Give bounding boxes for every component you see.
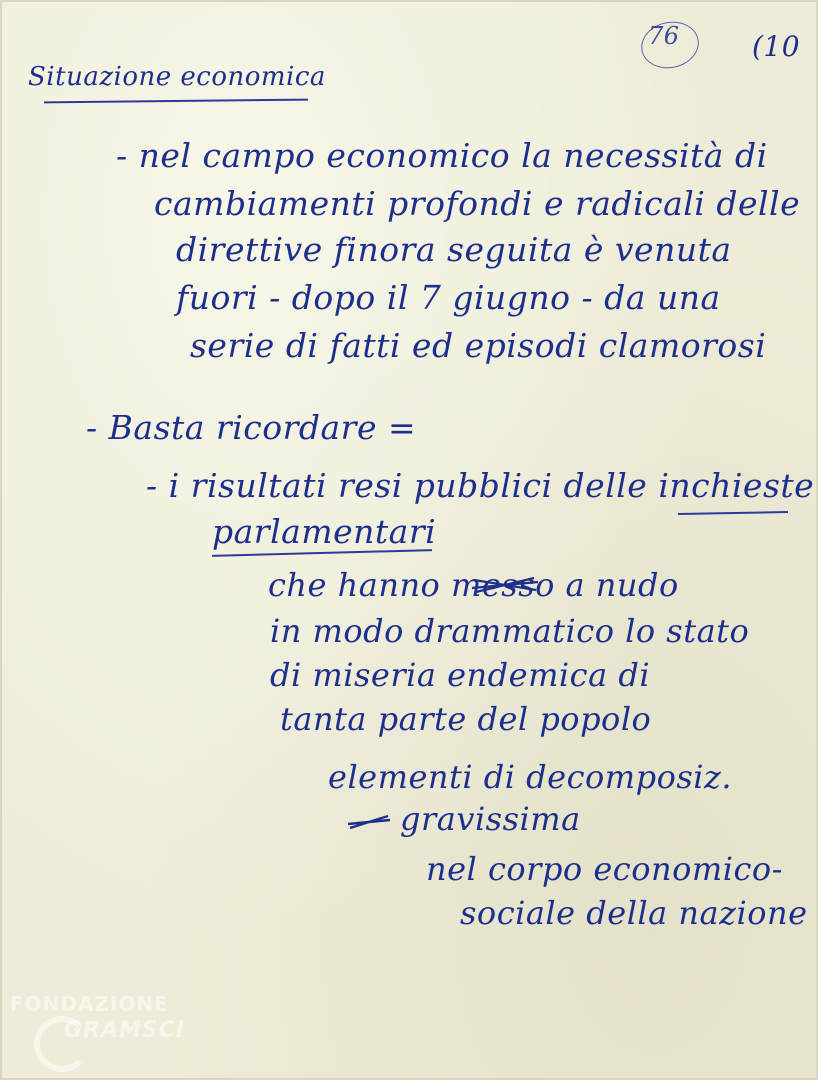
element-line-3: nel corpo economico-	[426, 850, 783, 888]
struck-out-word	[470, 574, 540, 596]
sub-line-3: di miseria endemica di	[270, 656, 651, 694]
paragraph-2: - Basta ricordare =	[86, 408, 417, 447]
struck-out-mark	[346, 812, 392, 832]
element-line-2: gravissima	[400, 800, 581, 838]
watermark-line-2: GRAMSCI	[64, 1018, 186, 1043]
item-1-line-1: - i risultati resi pubblici delle inchieste	[146, 466, 815, 505]
paragraph-1-line-4: fuori - dopo il 7 giugno - da una	[176, 278, 721, 317]
watermark	[4, 992, 204, 1074]
paragraph-1-line-3: direttive finora seguita è venuta	[176, 230, 732, 269]
item-1-line-2: parlamentari	[212, 512, 437, 551]
page-number: 76	[648, 22, 680, 50]
paragraph-1-line-5: serie di fatti ed episodi clamorosi	[190, 326, 767, 365]
heading-underline	[44, 99, 308, 104]
sub-line-1: che hanno messo a nudo	[268, 566, 679, 604]
underline-inchieste	[678, 511, 788, 515]
section-heading: Situazione economica	[28, 62, 326, 92]
watermark-line-1: FONDAZIONE	[10, 992, 169, 1016]
sheet-number: (10	[752, 30, 801, 63]
element-line-4: sociale della nazione	[460, 894, 808, 932]
sub-line-2: in modo drammatico lo stato	[270, 612, 750, 650]
sub-line-4: tanta parte del popolo	[280, 700, 652, 738]
paragraph-1-line-1: - nel campo economico la necessità di	[116, 136, 768, 175]
paragraph-1-line-2: cambiamenti profondi e radicali delle	[154, 184, 801, 223]
element-line-1: elementi di decomposiz.	[328, 758, 733, 796]
